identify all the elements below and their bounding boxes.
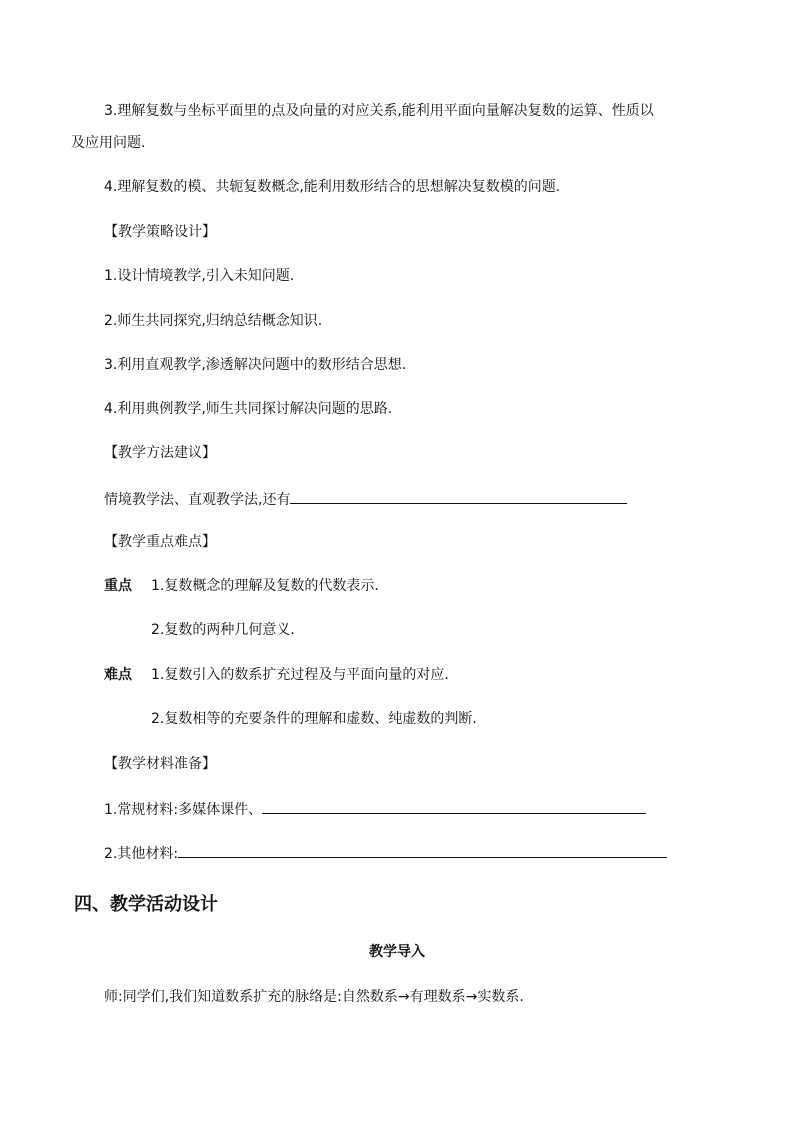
key-label: 重点	[104, 578, 132, 594]
key-item: 2.复数的两种几何意义.	[151, 622, 295, 638]
objective-3-line1: 3.理解复数与坐标平面里的点及向量的对应关系,能利用平面向量解决复数的运算、性质以	[104, 103, 654, 119]
section-title: 四、教学活动设计	[74, 894, 218, 915]
objective-4: 4.理解复数的模、共轭复数概念,能利用数形结合的思想解决复数模的问题.	[104, 179, 561, 195]
key-item: 1.复数概念的理解及复数的代数表示.	[151, 578, 379, 594]
materials-heading: 【教学材料准备】	[104, 756, 216, 772]
strategy-heading: 【教学策略设计】	[104, 224, 216, 240]
method-blank	[290, 488, 627, 504]
materials-item-2	[104, 842, 667, 864]
materials-item-1	[104, 798, 646, 820]
objective-3-line2: 及应用问题.	[71, 135, 146, 151]
difficult-label: 难点	[104, 667, 132, 683]
strategy-item: 1.设计情境教学,引入未知问题.	[104, 268, 295, 284]
materials-item-2-text: 2.其他材料:	[104, 846, 179, 862]
strategy-item: 4.利用典例教学,师生共同探讨解决问题的思路.	[104, 401, 393, 417]
subtitle: 教学导入	[369, 944, 425, 960]
materials-item-1-blank	[262, 798, 646, 814]
intro-paragraph: 师:同学们,我们知道数系扩充的脉络是:自然数系→有理数系→实数系.	[104, 989, 524, 1005]
materials-item-2-blank	[178, 842, 667, 858]
key-row	[104, 576, 379, 596]
strategy-item: 2.师生共同探究,归纳总结概念知识.	[104, 313, 323, 329]
method-text: 情境教学法、直观教学法,还有	[104, 492, 291, 508]
difficult-row	[104, 665, 449, 685]
difficult-item: 2.复数相等的充要条件的理解和虚数、纯虚数的判断.	[151, 711, 477, 727]
key-points-heading: 【教学重点难点】	[104, 534, 216, 550]
materials-item-1-text: 1.常规材料:多媒体课件、	[104, 802, 263, 818]
method-line	[104, 488, 627, 510]
strategy-item: 3.利用直观教学,渗透解决问题中的数形结合思想.	[104, 357, 407, 373]
method-heading: 【教学方法建议】	[104, 445, 216, 461]
difficult-item: 1.复数引入的数系扩充过程及与平面向量的对应.	[151, 667, 449, 683]
